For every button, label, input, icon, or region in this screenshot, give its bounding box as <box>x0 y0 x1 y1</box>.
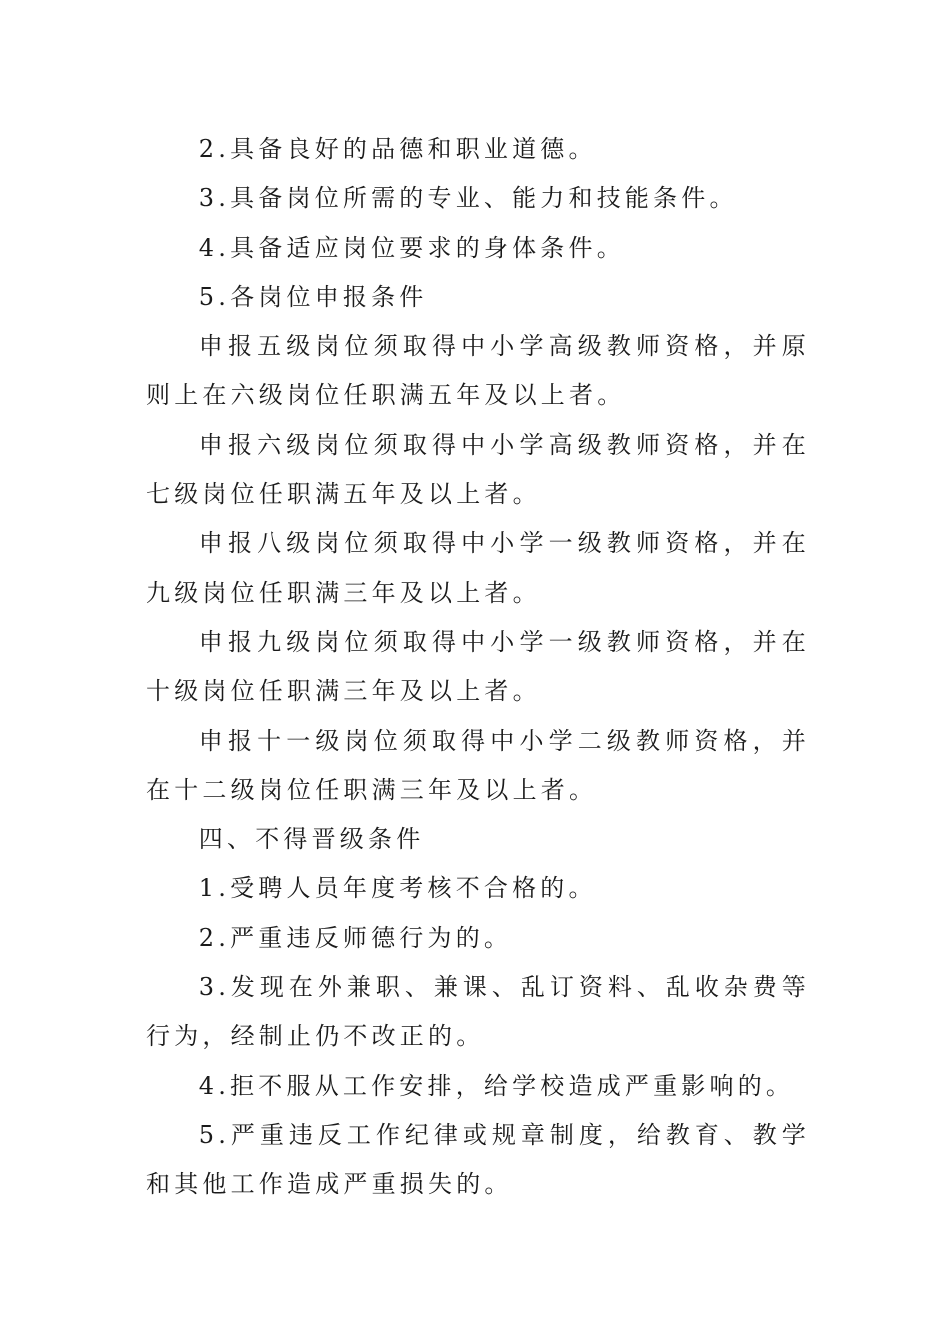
paragraph-disqualify-assessment: 1.受聘人员年度考核不合格的。 <box>198 874 597 903</box>
paragraph-level-5: 申报五级岗位须取得中小学高级教师资格，并原则上在六级岗位任职满五年及以上者。 <box>146 332 810 410</box>
document-body <box>146 125 810 1210</box>
paragraph-level-8: 申报八级岗位须取得中小学一级教师资格，并在九级岗位任职满三年及以上者。 <box>146 529 810 607</box>
paragraph-disqualify-side-jobs: 3.发现在外兼职、兼课、乱订资料、乱收杂费等行为，经制止仍不改正的。 <box>146 973 810 1051</box>
paragraph-level-6: 申报六级岗位须取得中小学高级教师资格，并在七级岗位任职满五年及以上者。 <box>146 430 810 509</box>
paragraph-disqualify-ethics: 2.严重违反师德行为的。 <box>198 923 513 952</box>
paragraph-disqualify-discipline: 5.严重违反工作纪律或规章制度，给教育、教学和其他工作造成严重损失的。 <box>146 1120 810 1199</box>
paragraph-requirement-skills: 3.具备岗位所需的专业、能力和技能条件。 <box>198 184 738 213</box>
paragraph-level-9: 申报九级岗位须取得中小学一级教师资格，并在十级岗位任职满三年及以上者。 <box>146 627 810 706</box>
section-heading-disqualification: 四、不得晋级条件 <box>198 825 425 854</box>
paragraph-requirement-physical: 4.具备适应岗位要求的身体条件。 <box>198 233 625 262</box>
paragraph-disqualify-insubordination: 4.拒不服从工作安排，给学校造成严重影响的。 <box>198 1071 795 1100</box>
paragraph-level-11: 申报十一级岗位须取得中小学二级教师资格，并在十二级岗位任职满三年及以上者。 <box>146 726 810 804</box>
paragraph-position-conditions-heading: 5.各岗位申报条件 <box>198 282 428 311</box>
paragraph-requirement-ethics: 2.具备良好的品德和职业道德。 <box>198 135 597 163</box>
